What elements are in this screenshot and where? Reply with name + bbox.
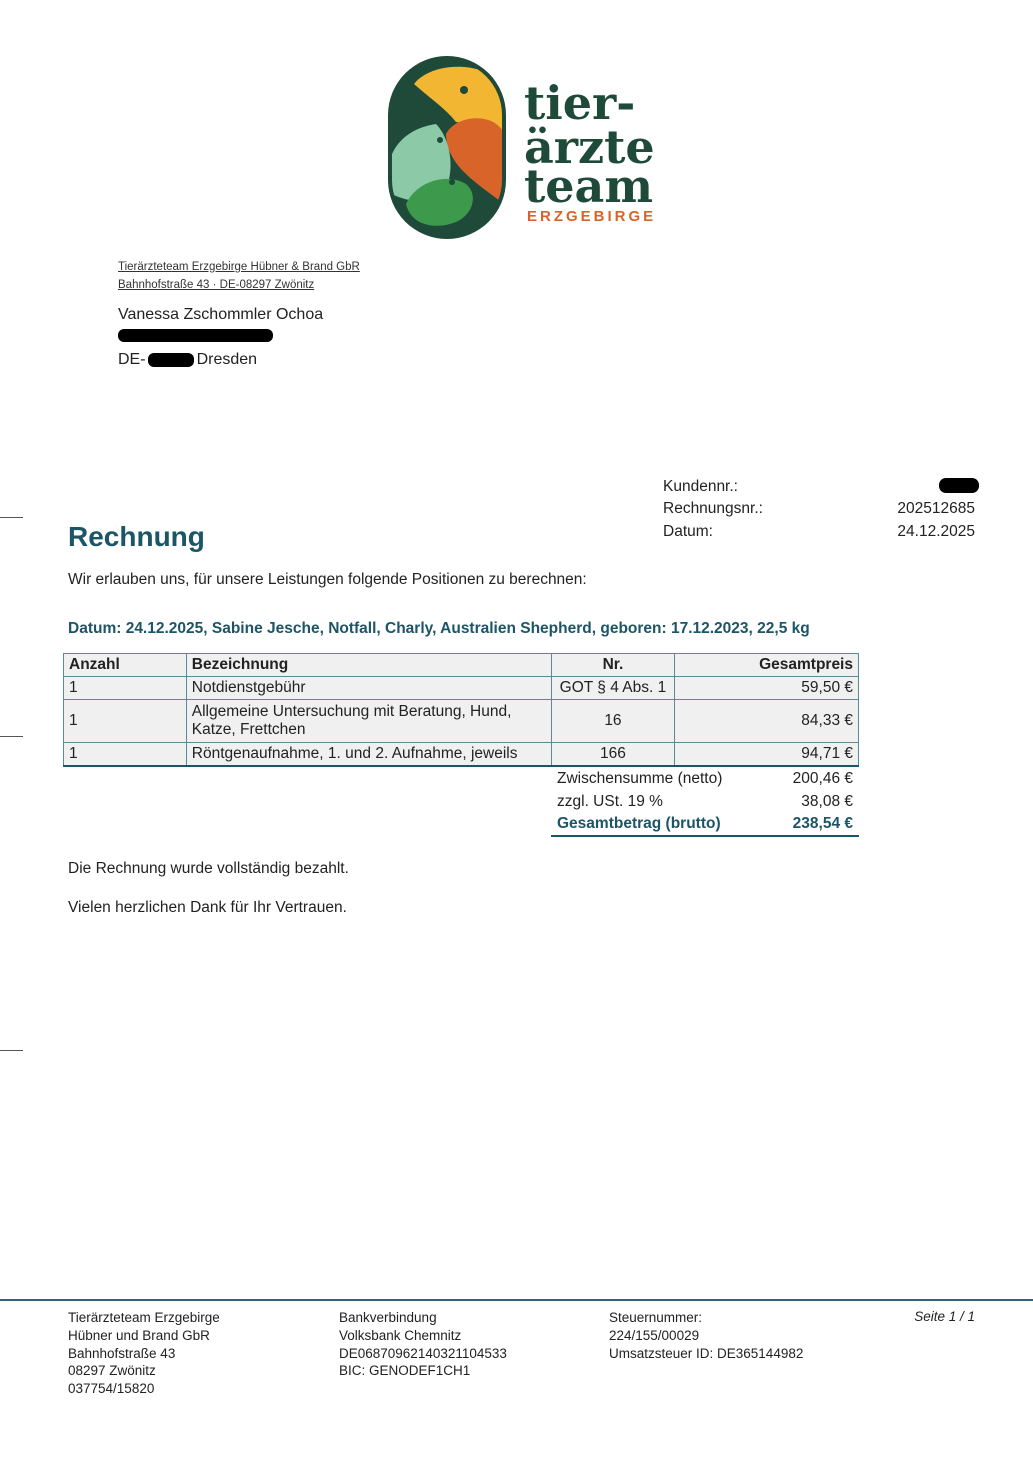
fold-mark-bottom (0, 1050, 23, 1051)
logo-word-aerzte: ärzte (524, 120, 655, 174)
grand-total-value: 238,54 € (792, 815, 853, 832)
footer-bank-info (339, 1309, 507, 1380)
invoice-number-value: 202512685 (897, 500, 975, 517)
customer-number-redaction (939, 478, 979, 493)
recipient-zip-redaction (148, 353, 194, 367)
table-row (64, 677, 859, 700)
grand-total-row (551, 813, 859, 837)
row-quantity: 1 (64, 700, 187, 743)
punch-mark (0, 736, 23, 737)
footer-tax-info (609, 1309, 803, 1362)
row-quantity: 1 (64, 677, 187, 700)
logo-subtitle: ERZGEBIRGE (527, 208, 657, 225)
footer-line: BIC: GENODEF1CH1 (339, 1363, 471, 1379)
visit-details: Datum: 24.12.2025, Sabine Jesche, Notfall, Charly, Australien Shepherd, geboren: 17.12.2023, 22,5 kg (68, 620, 810, 637)
sender-line-address: Bahnhofstraße 43 · DE-08297 Zwönitz (118, 279, 315, 291)
row-description: Notdienstgebühr (186, 677, 551, 700)
table-row (64, 700, 859, 743)
row-quantity: 1 (64, 743, 187, 767)
table-row (64, 743, 859, 767)
footer-line: Hübner und Brand GbR (68, 1327, 210, 1343)
row-total: 84,33 € (674, 700, 858, 743)
footer-company-info (68, 1309, 220, 1398)
footer-line: DE06870962140321104533 (339, 1345, 507, 1361)
footer-line: Bankverbindung (339, 1310, 437, 1325)
recipient-country-prefix: DE- (118, 351, 146, 368)
logo-word-team: team (524, 159, 653, 213)
row-number: GOT § 4 Abs. 1 (552, 677, 675, 700)
vat-label: zzgl. USt. 19 % (557, 793, 663, 810)
payment-status-text: Die Rechnung wurde vollständig bezahlt. (68, 860, 349, 877)
recipient-name: Vanessa Zschommler Ochoa (118, 306, 324, 323)
footer-line: Bahnhofstraße 43 (68, 1345, 176, 1361)
footer-divider (0, 1299, 1033, 1301)
practice-logo-mark (386, 54, 508, 241)
row-description: Allgemeine Untersuchung mit Beratung, Hund, Katze, Frettchen (186, 700, 551, 743)
row-description: Röntgenaufnahme, 1. und 2. Aufnahme, jeweils (186, 743, 551, 767)
table-header-row (64, 654, 859, 677)
thank-you-text: Vielen herzlichen Dank für Ihr Vertrauen. (68, 899, 347, 916)
footer-line: Steuernummer: (609, 1310, 703, 1325)
logo-word-tier: tier- (524, 76, 636, 130)
footer-line: 037754/15820 (68, 1381, 155, 1397)
intro-text: Wir erlauben uns, für unsere Leistungen folgende Positionen zu berechnen: (68, 571, 587, 588)
page-number: Seite 1 / 1 (914, 1309, 975, 1324)
footer-line: Volksbank Chemnitz (339, 1327, 462, 1343)
subtotal-value: 200,46 € (792, 770, 853, 787)
invoice-items-table (63, 653, 859, 767)
vat-row (551, 790, 859, 813)
footer-line: Tierärzteteam Erzgebirge (68, 1310, 220, 1325)
customer-number-label: Kundennr.: (663, 478, 738, 495)
subtotal-label: Zwischensumme (netto) (557, 770, 723, 787)
vat-value: 38,08 € (801, 793, 853, 810)
totals-block (551, 767, 859, 837)
recipient-city-line (118, 351, 257, 369)
footer-line: 08297 Zwönitz (68, 1363, 156, 1379)
invoice-date-value: 24.12.2025 (897, 523, 975, 540)
subtotal-row (551, 767, 859, 790)
grand-total-label: Gesamtbetrag (brutto) (557, 815, 721, 832)
row-number: 166 (552, 743, 675, 767)
sender-line-name: Tierärzteteam Erzgebirge Hübner & Brand GbR (118, 261, 360, 273)
invoice-date-label: Datum: (663, 523, 713, 540)
row-number: 16 (552, 700, 675, 743)
recipient-city: Dresden (196, 351, 258, 368)
header-number: Nr. (552, 654, 675, 677)
invoice-number-label: Rechnungsnr.: (663, 500, 763, 517)
fold-mark-top (0, 517, 23, 518)
row-total: 94,71 € (674, 743, 858, 767)
header-quantity: Anzahl (64, 654, 187, 677)
footer-line: Umsatzsteuer ID: DE365144982 (609, 1345, 804, 1361)
recipient-street-redaction (118, 329, 273, 342)
footer-line: 224/155/00029 (609, 1327, 700, 1343)
document-title: Rechnung (68, 521, 205, 552)
row-total: 59,50 € (674, 677, 858, 700)
header-description: Bezeichnung (186, 654, 551, 677)
header-total-price: Gesamtpreis (674, 654, 858, 677)
